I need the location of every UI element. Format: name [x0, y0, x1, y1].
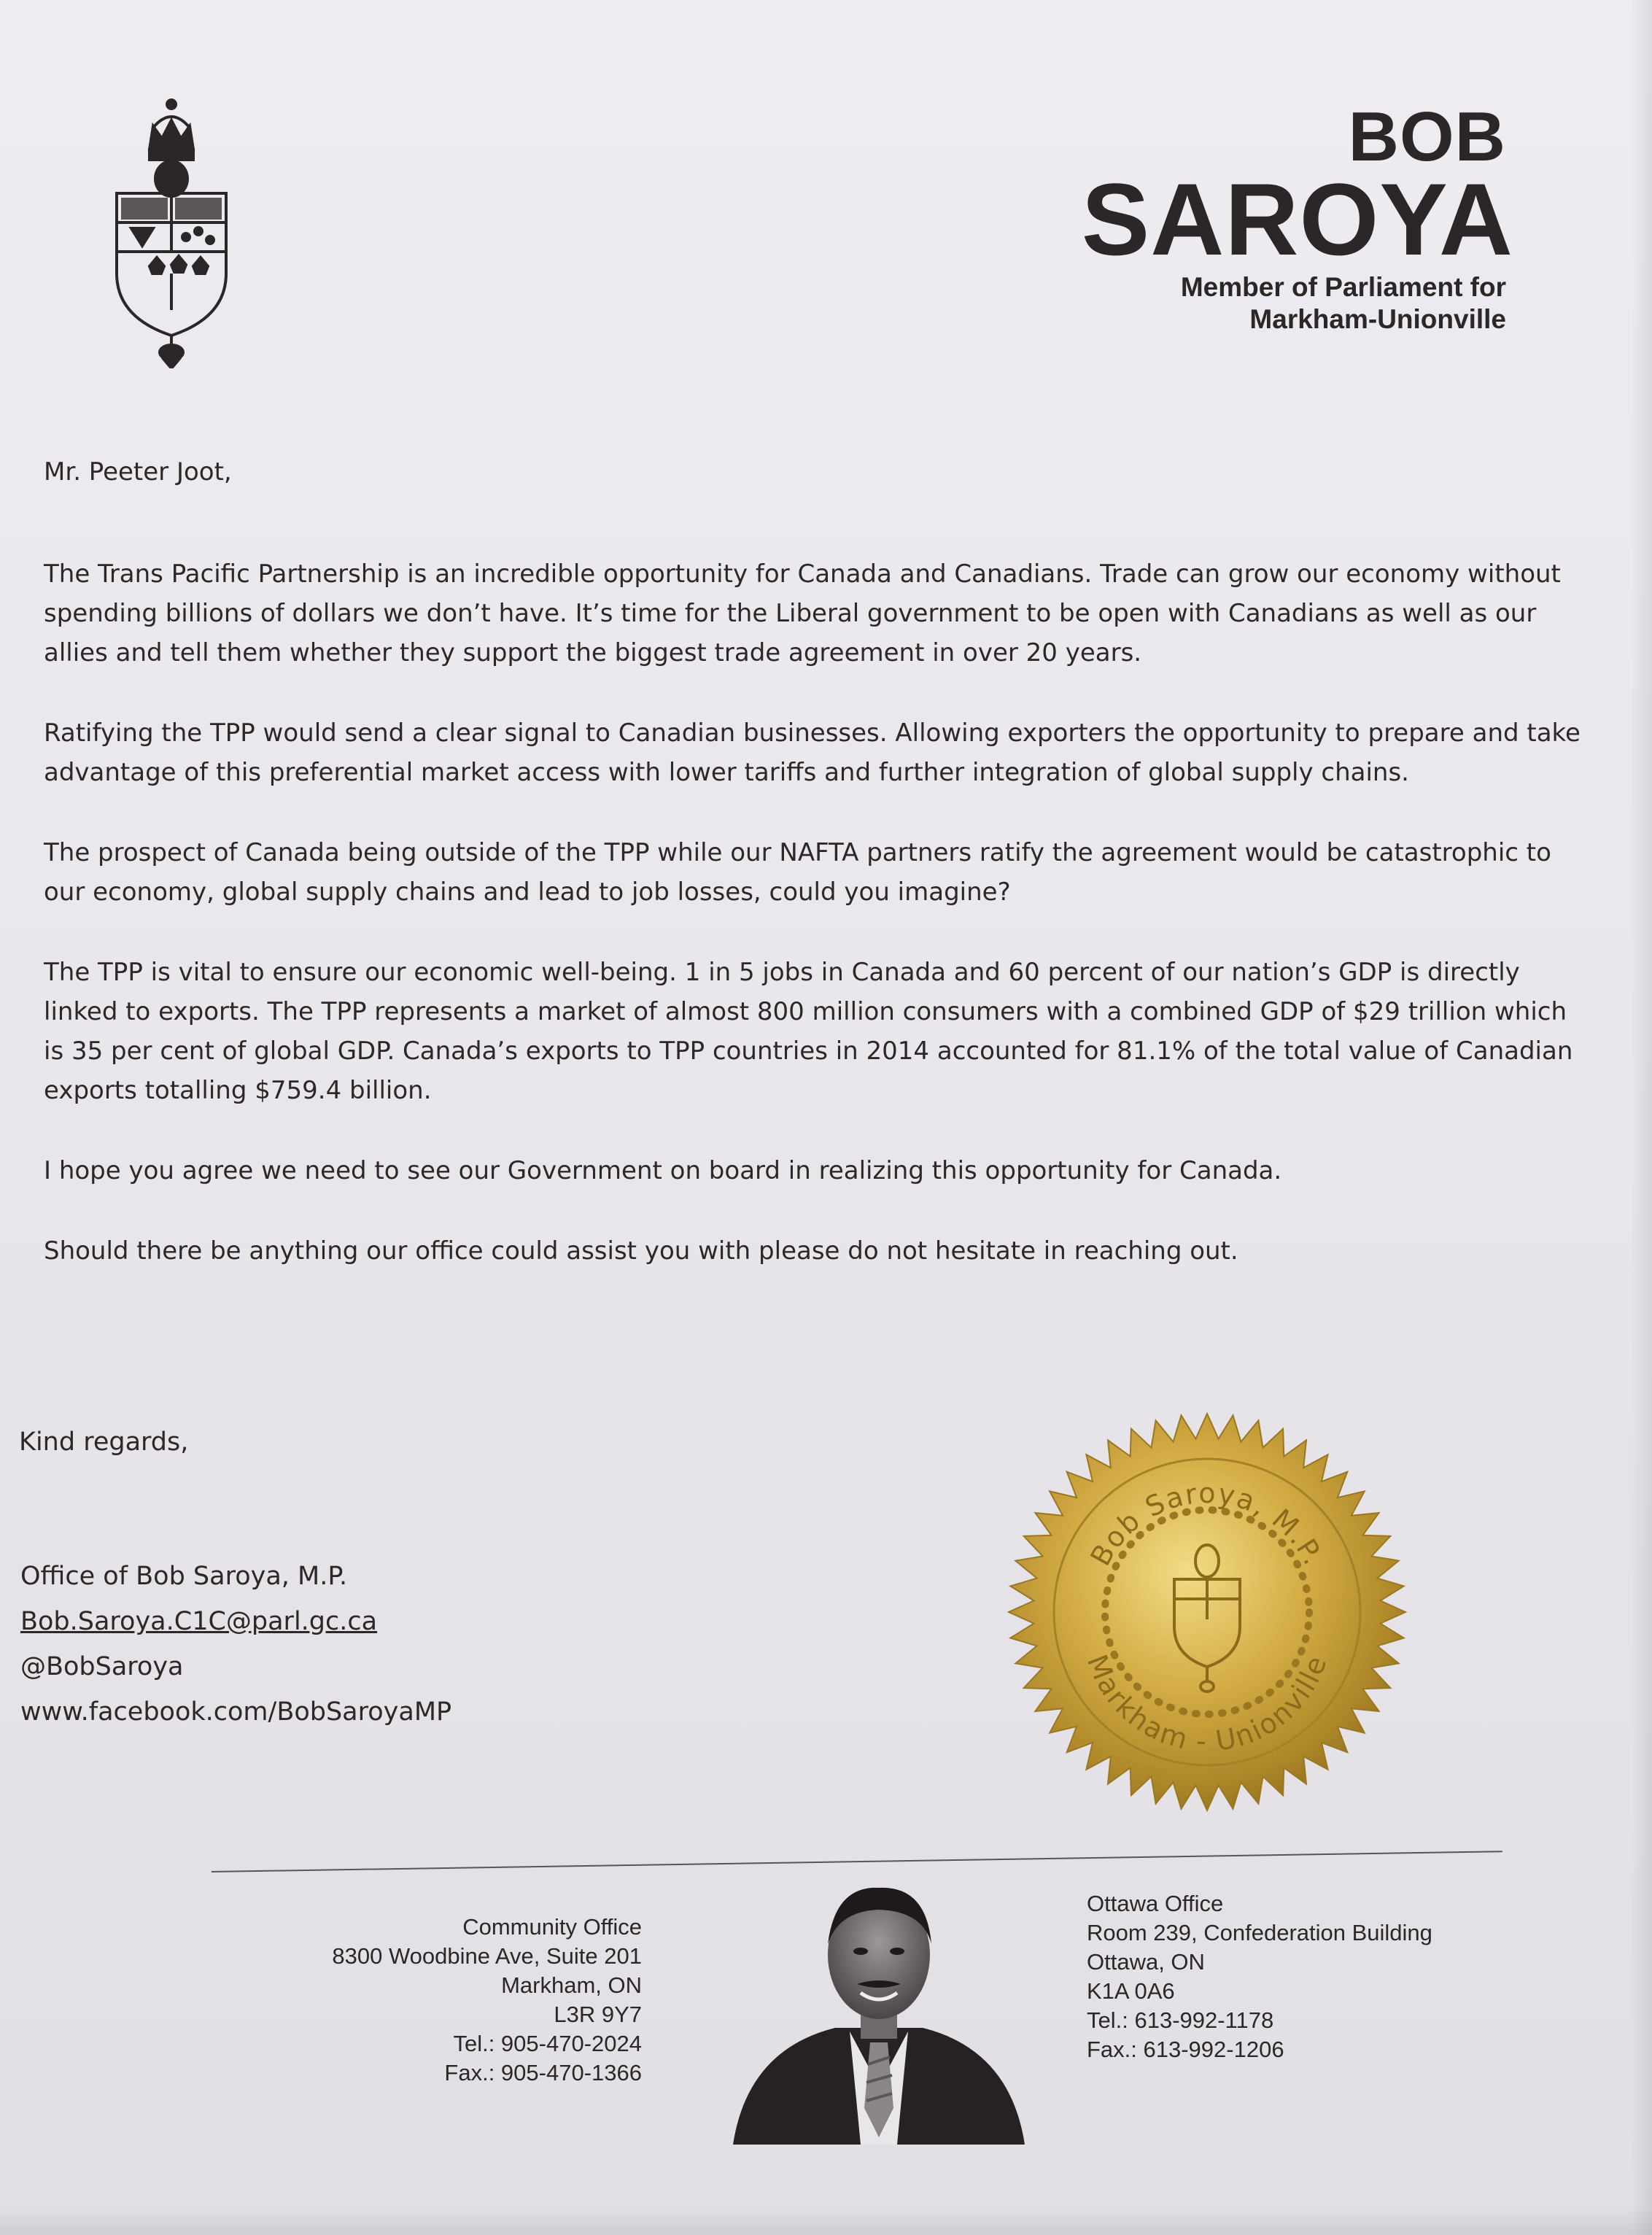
mp-role-line1: Member of Parliament for [1180, 272, 1506, 302]
twitter-handle[interactable]: @BobSaroya [20, 1652, 184, 1681]
ottawa-office [1087, 1889, 1432, 2064]
paragraph-2: Ratifying the TPP would send a clear signal to Canadian businesses. Allowing exporters the opportunity to prepare and take advantage of this preferential market access with lower tariffs and further integration of global supply chains. [44, 718, 1581, 787]
community-office-fax: Fax.: 905-470-1366 [444, 2060, 642, 2085]
community-office-tel: Tel.: 905-470-2024 [453, 2031, 642, 2056]
salutation: Mr. Peeter Joot, [44, 457, 232, 487]
ottawa-office-address: Room 239, Confederation Building [1087, 1920, 1432, 1945]
mp-role-line2: Markham-Unionville [1249, 304, 1506, 334]
mp-last-name: SAROYA [1081, 162, 1513, 276]
letterhead-name [1081, 98, 1513, 336]
paragraph-1: The Trans Pacific Partnership is an incredible opportunity for Canada and Canadians. Trade can grow our economy without spending billions of dollars we don’t have. It’s time for the Liberal government to be open with Canadians as well as our allies and tell them whether they support the biggest trade agreement in over 20 years. [44, 559, 1561, 667]
office-name: Office of Bob Saroya, M.P. [20, 1562, 348, 1591]
letter-body [44, 452, 1590, 1312]
email-link[interactable]: Bob.Saroya.C1C@parl.gc.ca [20, 1607, 378, 1636]
mp-first-name: BOB [1348, 98, 1506, 176]
ottawa-office-fax: Fax.: 613-992-1206 [1087, 2037, 1284, 2062]
signature-block [20, 1554, 451, 1735]
community-office-postal: L3R 9Y7 [554, 2002, 642, 2027]
seal-bottom-text: Markham - Unionville [1080, 1650, 1333, 1758]
gold-seal-icon [1003, 1408, 1411, 1816]
community-office-title: Community Office [462, 1914, 642, 1940]
mp-portrait-photo [718, 1867, 1039, 2145]
paragraph-5: I hope you agree we need to see our Government on board in realizing this opportunity for Canada. [44, 1156, 1282, 1185]
coat-of-arms-icon [109, 98, 233, 368]
paragraph-3: The prospect of Canada being outside of the TPP while our NAFTA partners ratify the agreement would be catastrophic to our economy, global supply chains and lead to job losses, could you imagine? [44, 838, 1551, 907]
ottawa-office-title: Ottawa Office [1087, 1891, 1224, 1916]
ottawa-office-city: Ottawa, ON [1087, 1949, 1205, 1975]
community-office-address: 8300 Woodbine Ave, Suite 201 [332, 1943, 642, 1969]
ottawa-office-tel: Tel.: 613-992-1178 [1087, 2007, 1274, 2033]
ottawa-office-postal: K1A 0A6 [1087, 1978, 1175, 2004]
paragraph-4: The TPP is vital to ensure our economic well-being. 1 in 5 jobs in Canada and 60 percent of our nation’s GDP is directly linked to exports. The TPP represents a market of almost 800 million consumers with a combined GDP of $29 trillion which is 35 per cent of global GDP. Canada’s exports to TPP countries in 2014 accounted for 81.1% of the total value of Canadian exports totalling $759.4 billion. [44, 958, 1573, 1105]
seal-top-text: Bob Saroya, M.P. [1084, 1476, 1330, 1571]
community-office-city: Markham, ON [501, 1972, 642, 1998]
community-office [332, 1913, 642, 2088]
closing: Kind regards, [19, 1428, 189, 1457]
facebook-link[interactable]: www.facebook.com/BobSaroyaMP [20, 1697, 452, 1727]
paragraph-6: Should there be anything our office could assist you with please do not hesitate in reaching out. [44, 1236, 1238, 1266]
paper-shadow-bottom [0, 2206, 1652, 2235]
paper-shadow-right [1630, 0, 1652, 2235]
